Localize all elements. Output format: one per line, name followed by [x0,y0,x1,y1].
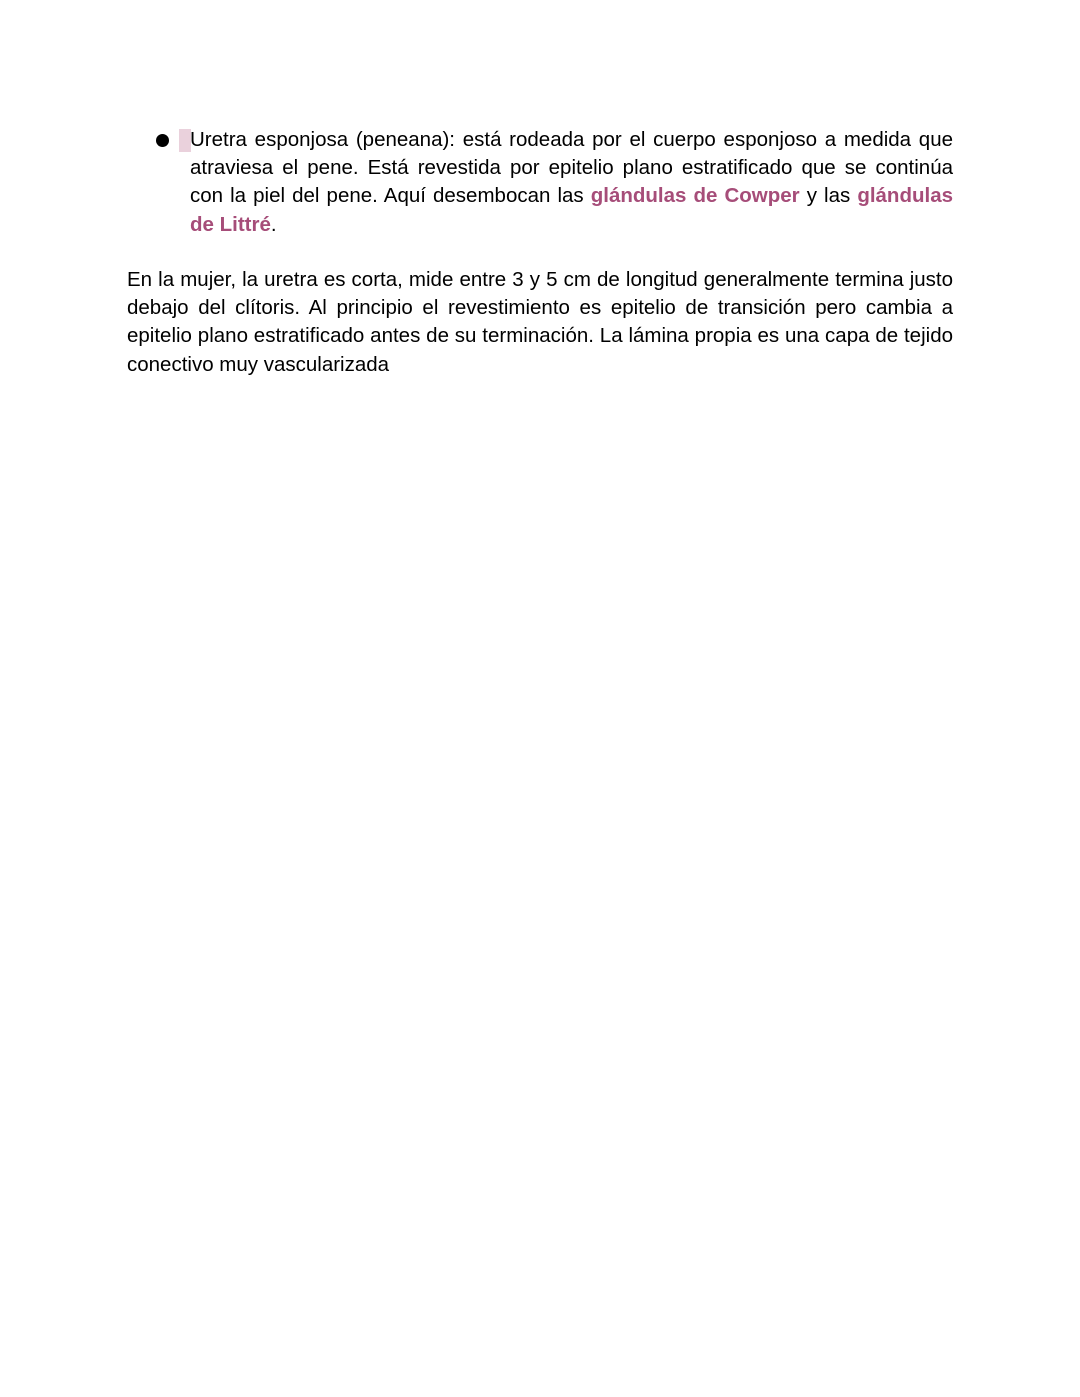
term-glandulas-cowper: glándulas de Cowper [590,184,800,208]
bullet-text [190,126,953,239]
bullet-text-part-3: . [270,212,277,236]
bullet-text-part-1: Uretra esponjosa (peneana): está rodeada por el cuerpo esponjoso a medida que atraviesa el pene. Está revestida por epitelio plano estratificado que se continúa con la piel del pene. Aquí desembocan las [190,128,953,208]
body-paragraph: En la mujer, la uretra es corta, mide entre 3 y 5 cm de longitud generalmente termina justo debajo del clítoris. Al principio el revestimiento es epitelio de transición pero cambia a epitelio plano estratificado antes de su terminación. La lámina propia es una capa de tejido conectivo muy vascularizada [127,268,953,376]
term-glandulas-littre: glándulas de Littré [190,184,953,236]
bullet-text-part-2: y las [799,184,858,208]
bullet-icon [156,134,169,147]
